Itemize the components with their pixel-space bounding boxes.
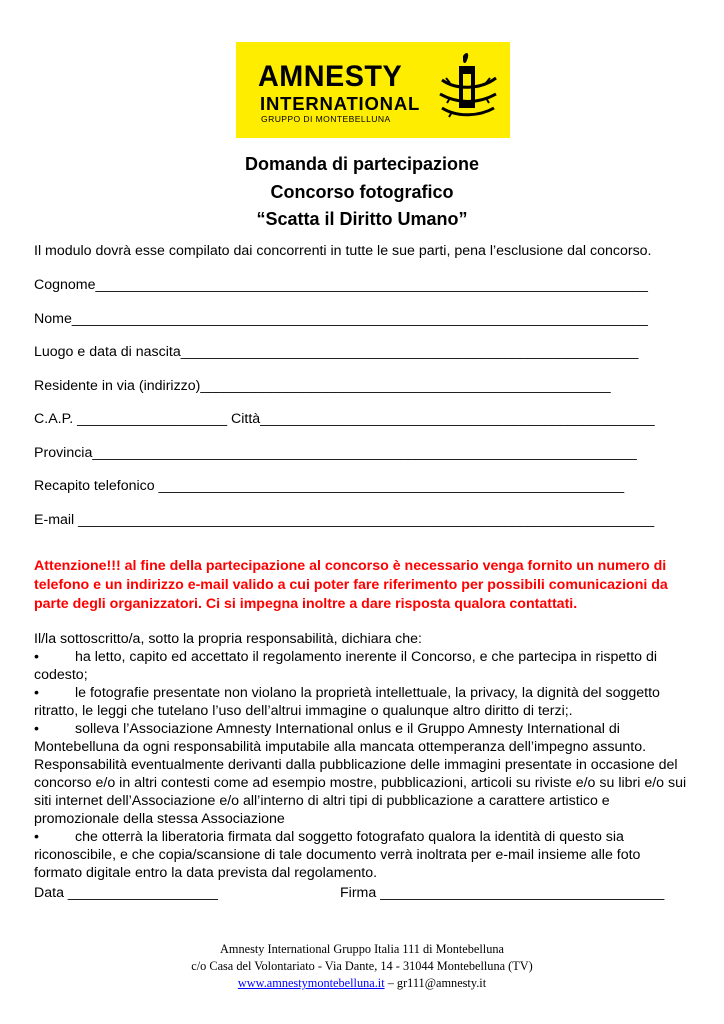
candle-barbed-wire-icon [436,50,500,128]
declaration-item-4: • che otterrà la liberatoria firmata dal soggetto fotografato qualora la identità di questo sia riconoscibile, e che copia/scansione di tale documento verrà inoltrata per e-mail insieme alle foto formato digitale entro la data prevista dal regolamento. [34,829,641,881]
bullet: • [34,685,39,701]
declaration-item-1: • ha letto, capito ed accettato il regolamento inerente il Concorso, e che partecipa in rispetto di codesto; [34,649,658,683]
citta-line: __________________________________________________ [260,411,655,427]
bullet: • [34,721,39,737]
warning-text: Attenzione!!! al fine della partecipazione al concorso è necessario venga fornito un numero di telefono e un indirizzo e-mail valido a cui poter fare riferimento per possibili comunicazioni da parte degli organizzatori. Ci si impegna inoltre a dare risposta qualora contattati. [34,558,668,612]
residente-field[interactable] [34,378,664,395]
title-line-1: Domanda di partecipazione [244,154,480,174]
luogo-line: __________________________________________________________ [180,344,639,360]
footer-line-3 [0,975,724,992]
title-line-3: “Scatta il Diritto Umano” [256,209,468,229]
declaration-intro: Il/la sottoscritto/a, sotto la propria responsabilità, dichiara che: [34,631,422,647]
provincia-field[interactable] [34,445,664,462]
contact-email[interactable]: gr111@amnesty.it [396,976,487,990]
email-line: _________________________________________________________________________ [74,512,655,528]
firma-field[interactable] [340,885,664,902]
cap-label: C.A.P. [34,411,74,427]
cognome-field[interactable] [34,277,664,294]
citta-label: Città [230,411,261,427]
residente-label: Residente in via (indirizzo) [34,378,201,394]
declaration [34,630,689,882]
recapito-line: ___________________________________________________________ [154,478,625,494]
declaration-item-2: • le fotografie presentate non violano la proprietà intellettuale, la privacy, la dignità del soggetto ritratto, le leggi che tutelano l’uso dell’altrui immagine o qualunque altro diritto di terzi;. [34,685,660,719]
logo-word-gruppo: GRUPPO DI MONTEBELLUNA [261,114,391,124]
firma-label: Firma [340,885,377,901]
nome-label: Nome [34,311,72,327]
footer-line-1: Amnesty International Gruppo Italia 111 di Montebelluna [220,942,504,956]
luogo-data-nascita-field[interactable] [34,344,664,361]
cap-line: ___________________ [73,411,231,427]
cap-citta-field[interactable] [34,411,664,428]
email-label: E-mail [34,512,75,528]
website-link[interactable]: www.amnestymontebelluna.it [237,976,385,990]
footer-line-2: c/o Casa del Volontariato - Via Dante, 14 - 31044 Montebelluna (TV) [191,959,533,973]
email-field[interactable] [34,512,664,529]
logo-word-amnesty: AMNESTY [258,60,403,93]
logo-word-international: INTERNATIONAL [260,93,421,114]
intro-text: Il modulo dovrà esse compilato dai concorrenti in tutte le sue parti, pena l’esclusione dal concorso. [34,243,652,259]
data-field[interactable] [34,885,218,902]
residente-line: ____________________________________________________ [200,378,611,394]
data-line: ___________________ [63,885,218,901]
cognome-line: ______________________________________________________________________ [95,277,648,293]
luogo-label: Luogo e data di nascita [34,344,181,360]
provincia-label: Provincia [34,445,93,461]
amnesty-logo [236,42,510,138]
nome-field[interactable] [34,311,664,328]
firma-line: ____________________________________ [376,885,665,901]
nome-line: _________________________________________________________________________ [71,311,648,327]
data-label: Data [34,885,64,901]
cognome-label: Cognome [34,277,96,293]
recapito-label: Recapito telefonico [34,478,155,494]
title-line-2: Concorso fotografico [270,182,454,202]
bullet: • [34,829,39,845]
footer-separator: – [387,976,394,990]
bullet: • [34,649,39,665]
provincia-line: _____________________________________________________________________ [92,445,637,461]
recapito-telefonico-field[interactable] [34,478,664,495]
declaration-item-3: • solleva l’Associazione Amnesty International onlus e il Gruppo Amnesty International di Montebelluna da ogni responsabilità imputabile alla mancata ottemperanza dell’impegno assunto. Responsabilità eventualmente derivanti dalla pubblicazione delle immagini presentate in occasione del concorso e/o in altri contesti come ad esempio mostre, pubblicazioni, articoli su riviste e/o su libri e/o sui siti internet dell’Associazione e/o all’interno di altri tipi di pubblicazione a carattere artistico e promozionale della stessa Associazione [34,721,687,827]
